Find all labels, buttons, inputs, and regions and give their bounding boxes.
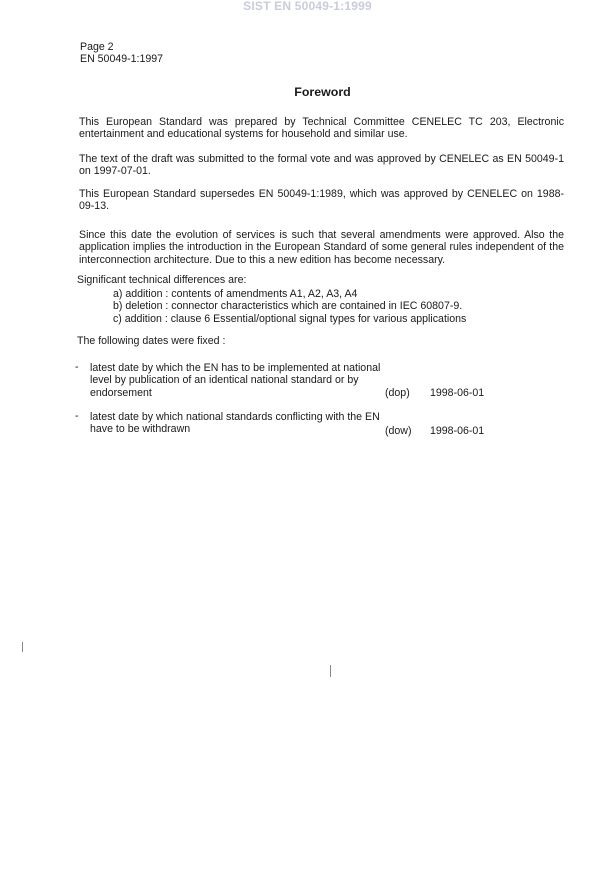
differences-list [113,288,466,325]
page-number: Page 2 [80,41,114,53]
list-item: a) addition : contents of amendments A1, A2, A3, A4 [113,288,358,300]
page-header [80,41,163,66]
bullet-dash: - [75,361,79,373]
page-title: Foreword [294,85,351,99]
paragraph-committee [79,116,564,141]
paragraph-supersedes [79,188,564,213]
dates-intro: The following dates were fixed : [77,335,226,347]
document-id: EN 50049-1:1997 [80,53,164,66]
date-item-text: latest date by which national standards conflicting with the EN have to be withdrawn [90,411,380,436]
list-item: c) addition : clause 6 Essential/optional signal types for various applications [113,312,467,325]
date-code: (dow) [385,425,412,437]
differences-intro: Significant technical differences are: [77,274,247,286]
date-item-text: latest date by which the EN has to be implemented at national level by publication of an identical national standard or by endorsement [90,362,381,399]
scan-mark [22,642,23,652]
list-item: b) deletion : connector characteristics which are contained in IEC 60807-9. [113,300,463,313]
bullet-dash: - [75,410,79,422]
paragraph-approval [79,153,564,178]
scan-mark [330,665,331,677]
paragraph-text: Since this date the evolution of services is such that several amendments were approved. Also the application implies the introduction in the European Standard of some general rules independent of the interconnection architecture. Due to this a new edition has become necessary. [79,229,564,266]
paragraph-evolution [79,229,564,266]
date-code: (dop) [385,387,410,399]
date-value: 1998-06-01 [430,387,485,399]
paragraph-text: This European Standard supersedes EN 50049-1:1989, which was approved by CENELEC on 1988-09-13. [79,188,564,213]
paragraph-text: This European Standard was prepared by Technical Committee CENELEC TC 203, Electronic entertainment and educational systems for household and similar use. [79,116,564,141]
paragraph-text: The text of the draft was submitted to the formal vote and was approved by CENELEC as EN 50049-1 on 1997-07-01. [79,153,564,178]
watermark: SIST EN 50049-1:1999 [243,0,372,13]
date-value: 1998-06-01 [430,425,485,437]
